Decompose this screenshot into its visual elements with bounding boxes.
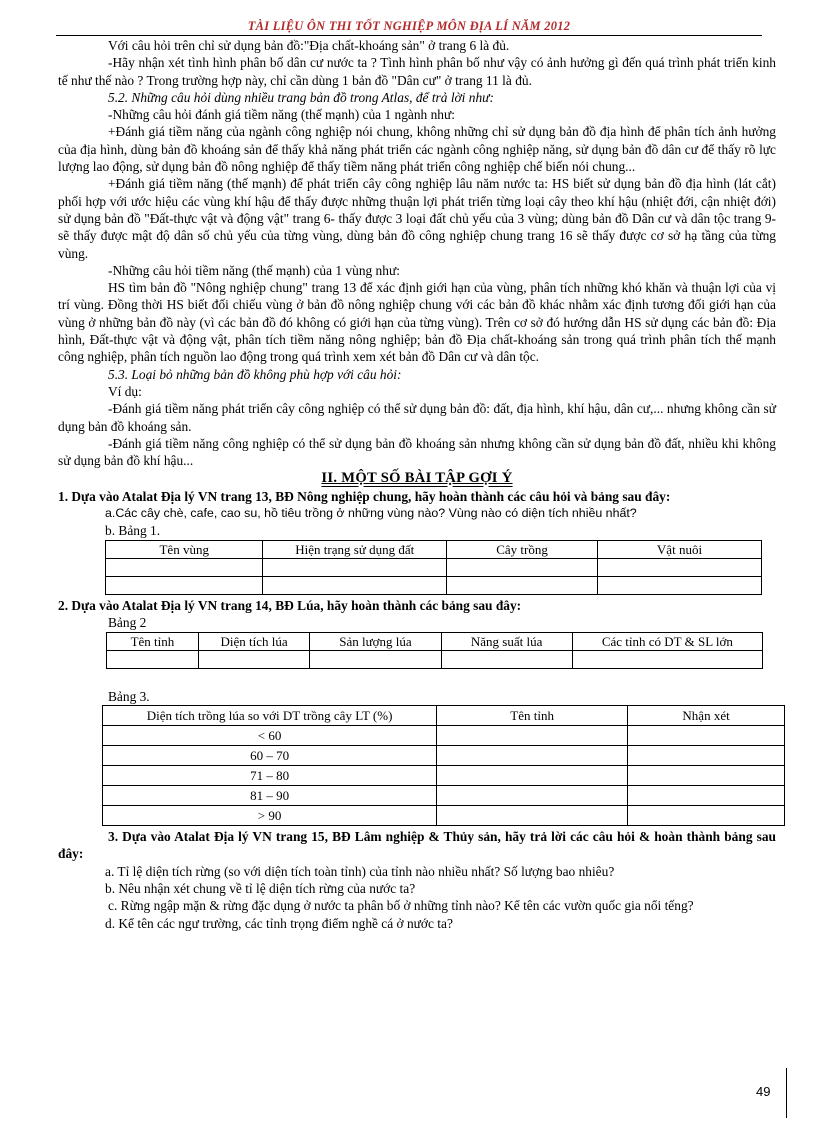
- paragraph: -Hãy nhận xét tình hình phân bố dân cư nước ta ? Tình hình phân bố như vậy có ảnh hưởng gì đến quá trình phát triển kinh tế như thế nào ? Trong trường hợp này, chỉ cần dùng 1 bản đồ "Dân cư" ở trang 11 là đủ.: [58, 55, 776, 88]
- table-row: [106, 558, 762, 576]
- table-cell[interactable]: [437, 786, 628, 806]
- page-number: 49: [756, 1084, 771, 1099]
- table-1: [105, 540, 762, 595]
- table-header-cell: Năng suất lúa: [441, 632, 572, 650]
- table-cell: 60 – 70: [103, 746, 437, 766]
- table-row: [103, 786, 785, 806]
- section-heading-5-3: 5.3. Loại bỏ những bản đồ không phù hợp với câu hỏi:: [108, 366, 402, 382]
- table-cell: 81 – 90: [103, 786, 437, 806]
- table-row: [103, 746, 785, 766]
- table-2: [106, 632, 763, 669]
- question-3a: a. Tỉ lệ diện tích rừng (so với diện tích toàn tỉnh) của tỉnh nào nhiều nhất? Số lượng bao nhiêu?: [105, 863, 615, 879]
- table-cell[interactable]: [310, 650, 441, 668]
- table-1-label: b. Bảng 1.: [105, 523, 161, 539]
- section-heading-5-2: 5.2. Những câu hỏi dùng nhiều trang bản đồ trong Atlas, để trả lời như:: [108, 89, 494, 105]
- page-header: TÀI LIỆU ÔN THI TỐT NGHIỆP MÔN ĐỊA LÍ NĂM 2012: [247, 19, 571, 33]
- table-header-row: [106, 540, 762, 558]
- table-row: [107, 650, 763, 668]
- table-3: [102, 705, 785, 826]
- table-header-cell: Vật nuôi: [597, 540, 761, 558]
- table-cell[interactable]: [597, 576, 761, 594]
- table-2-label: Bảng 2: [108, 615, 147, 631]
- table-header-row: [103, 706, 785, 726]
- table-cell[interactable]: [437, 806, 628, 826]
- table-header-cell: Hiện trạng sử dụng đất: [263, 540, 447, 558]
- table-cell[interactable]: [628, 786, 785, 806]
- table-header-cell: Tên vùng: [106, 540, 263, 558]
- table-cell[interactable]: [437, 766, 628, 786]
- table-cell[interactable]: [263, 558, 447, 576]
- table-header-cell: Tên tỉnh: [107, 632, 199, 650]
- table-cell[interactable]: [628, 806, 785, 826]
- table-cell[interactable]: [628, 746, 785, 766]
- table-cell[interactable]: [628, 726, 785, 746]
- document-body: [58, 37, 776, 932]
- table-cell: 71 – 80: [103, 766, 437, 786]
- question-3d: d. Kể tên các ngư trường, các tỉnh trọng điểm nghề cá ở nước ta?: [105, 915, 453, 931]
- paragraph: Với câu hỏi trên chỉ sử dụng bản đồ:"Địa chất-khoáng sản" ở trang 6 là đủ.: [108, 38, 510, 53]
- table-header-cell: Sản lượng lúa: [310, 632, 441, 650]
- header-rule: [56, 35, 762, 36]
- question-3b: b. Nêu nhận xét chung về tỉ lệ diện tích rừng của nước ta?: [105, 880, 416, 896]
- table-row: [103, 726, 785, 746]
- table-cell: < 60: [103, 726, 437, 746]
- table-cell[interactable]: [106, 558, 263, 576]
- table-cell[interactable]: [441, 650, 572, 668]
- table-cell[interactable]: [106, 576, 263, 594]
- question-1a: a.Các cây chè, cafe, cao su, hồ tiêu trồng ở những vùng nào? Vùng nào có diện tích nhiều nhất?: [105, 506, 637, 521]
- table-3-label: Bảng 3.: [108, 688, 150, 704]
- table-row: [106, 576, 762, 594]
- paragraph: -Những câu hỏi đánh giá tiềm năng (thế mạnh) của 1 ngành như:: [108, 107, 455, 123]
- table-header-cell: Diện tích lúa: [198, 632, 310, 650]
- paragraph: +Đánh giá tiềm năng (thế mạnh) để phát triển cây công nghiệp lâu năm nước ta: HS biết sử dụng bản đồ địa hình (lát cắt) phối hợp với ước hiệu các vùng khí hậu để thấy được những thuận lợi phát triển từng loại cây theo khí hậu (nhiệt đới, cận nhiệt đới) sử dụng bản đồ "Đất-thực vật và động vật" trang 6- thấy được 3 loại đất chủ yếu của 3 vùng; dùng bản đồ Dân cư và dân tộc trang 9- sẽ thấy được mật độ dân số chủ yếu của từng vùng, dùng bản đồ công nghiệp chung trang 16 sẽ thấy được cơ sở hạ tầng của từng vùng.: [58, 176, 776, 261]
- table-header-cell: Nhận xét: [628, 706, 785, 726]
- table-cell[interactable]: [447, 558, 598, 576]
- table-cell[interactable]: [437, 726, 628, 746]
- table-header-cell: Tên tỉnh: [437, 706, 628, 726]
- table-cell[interactable]: [597, 558, 761, 576]
- table-cell[interactable]: [437, 746, 628, 766]
- table-header-row: [107, 632, 763, 650]
- section-title-ii: II. MỘT SỐ BÀI TẬP GỢI Ý: [321, 470, 513, 487]
- paragraph: -Những câu hỏi tiềm năng (thế mạnh) của 1 vùng như:: [108, 262, 400, 278]
- table-cell[interactable]: [107, 650, 199, 668]
- table-cell: > 90: [103, 806, 437, 826]
- table-header-cell: Cây trồng: [447, 540, 598, 558]
- table-cell[interactable]: [198, 650, 310, 668]
- paragraph: Ví dụ:: [108, 383, 142, 399]
- question-2-title: 2. Dựa vào Atalat Địa lý VN trang 14, BĐ Lúa, hãy hoàn thành các bảng sau đây:: [58, 597, 522, 613]
- paragraph: -Đánh giá tiềm năng công nghiệp có thể sử dụng bản đồ khoáng sản nhưng không cần sử dụng bản đồ đất, nhiều khi không sử dụng bản đồ khí hậu...: [58, 435, 776, 469]
- question-3-title: 3. Dựa vào Atalat Địa lý VN trang 15, BĐ Lâm nghiệp & Thủy sản, hãy trả lời các câu hỏi & hoàn thành bảng sau đây:: [58, 829, 776, 862]
- paragraph: -Đánh giá tiềm năng phát triển cây công nghiệp có thể sử dụng bản đồ: đất, địa hình, khí hậu, dân cư,... nhưng không cần sử dụng bản đồ khoáng sản.: [58, 401, 776, 434]
- paragraph: HS tìm bản đồ "Nông nghiệp chung" trang 13 để xác định giới hạn của vùng, phân tích những khó khăn và thuận lợi của vị trí vùng. Đồng thời HS biết đối chiếu vùng ở bản đồ nông nghiệp chung với các bản đồ khác nhằm xác định tương đối giới hạn của vùng ở những bản đồ này (vì các bản đồ đó không có giới hạn của từng vùng). Trên cơ sở đó hướng dẫn HS sử dụng các bản đồ: Địa hình, Đất-thực vật và động vật, phân tích tiềm năng nông nghiệp; bản đồ Địa chất-khoáng sản trong quá trình phân tích thế mạnh công nghiệp, phân tích nguồn lao động trong quá trình xem xét bản đồ Dân cư và dân tộc.: [58, 280, 776, 365]
- table-row: [103, 806, 785, 826]
- table-cell[interactable]: [572, 650, 762, 668]
- table-header-cell: Các tỉnh có DT & SL lớn: [572, 632, 762, 650]
- question-3c: c. Rừng ngập mặn & rừng đặc dụng ở nước ta phân bố ở những tỉnh nào? Kể tên các vườn quốc gia nổi tếng?: [108, 898, 694, 914]
- table-cell[interactable]: [263, 576, 447, 594]
- question-1-title: 1. Dựa vào Atalat Địa lý VN trang 13, BĐ Nông nghiệp chung, hãy hoàn thành các câu hỏi và bảng sau đây:: [58, 488, 671, 504]
- table-cell[interactable]: [447, 576, 598, 594]
- table-cell[interactable]: [628, 766, 785, 786]
- paragraph: +Đánh giá tiềm năng của ngành công nghiệp nói chung, không những chỉ sử dụng bản đồ địa hình để phân tích ảnh hưởng của địa hình, dùng bản đồ khoáng sản để thấy khả năng phát triển các ngành công nghiệp năng, sử dụng bản đồ dân cư để thấy rõ lực lượng lao động, sử dụng bản đồ nông nghiệp để thấy tiềm năng phát triển công nghiệp chế biến nói chung...: [58, 124, 776, 175]
- table-row: [103, 766, 785, 786]
- footer-rule: [786, 1068, 787, 1118]
- table-header-cell: Diện tích trồng lúa so với DT trồng cây LT (%): [103, 706, 437, 726]
